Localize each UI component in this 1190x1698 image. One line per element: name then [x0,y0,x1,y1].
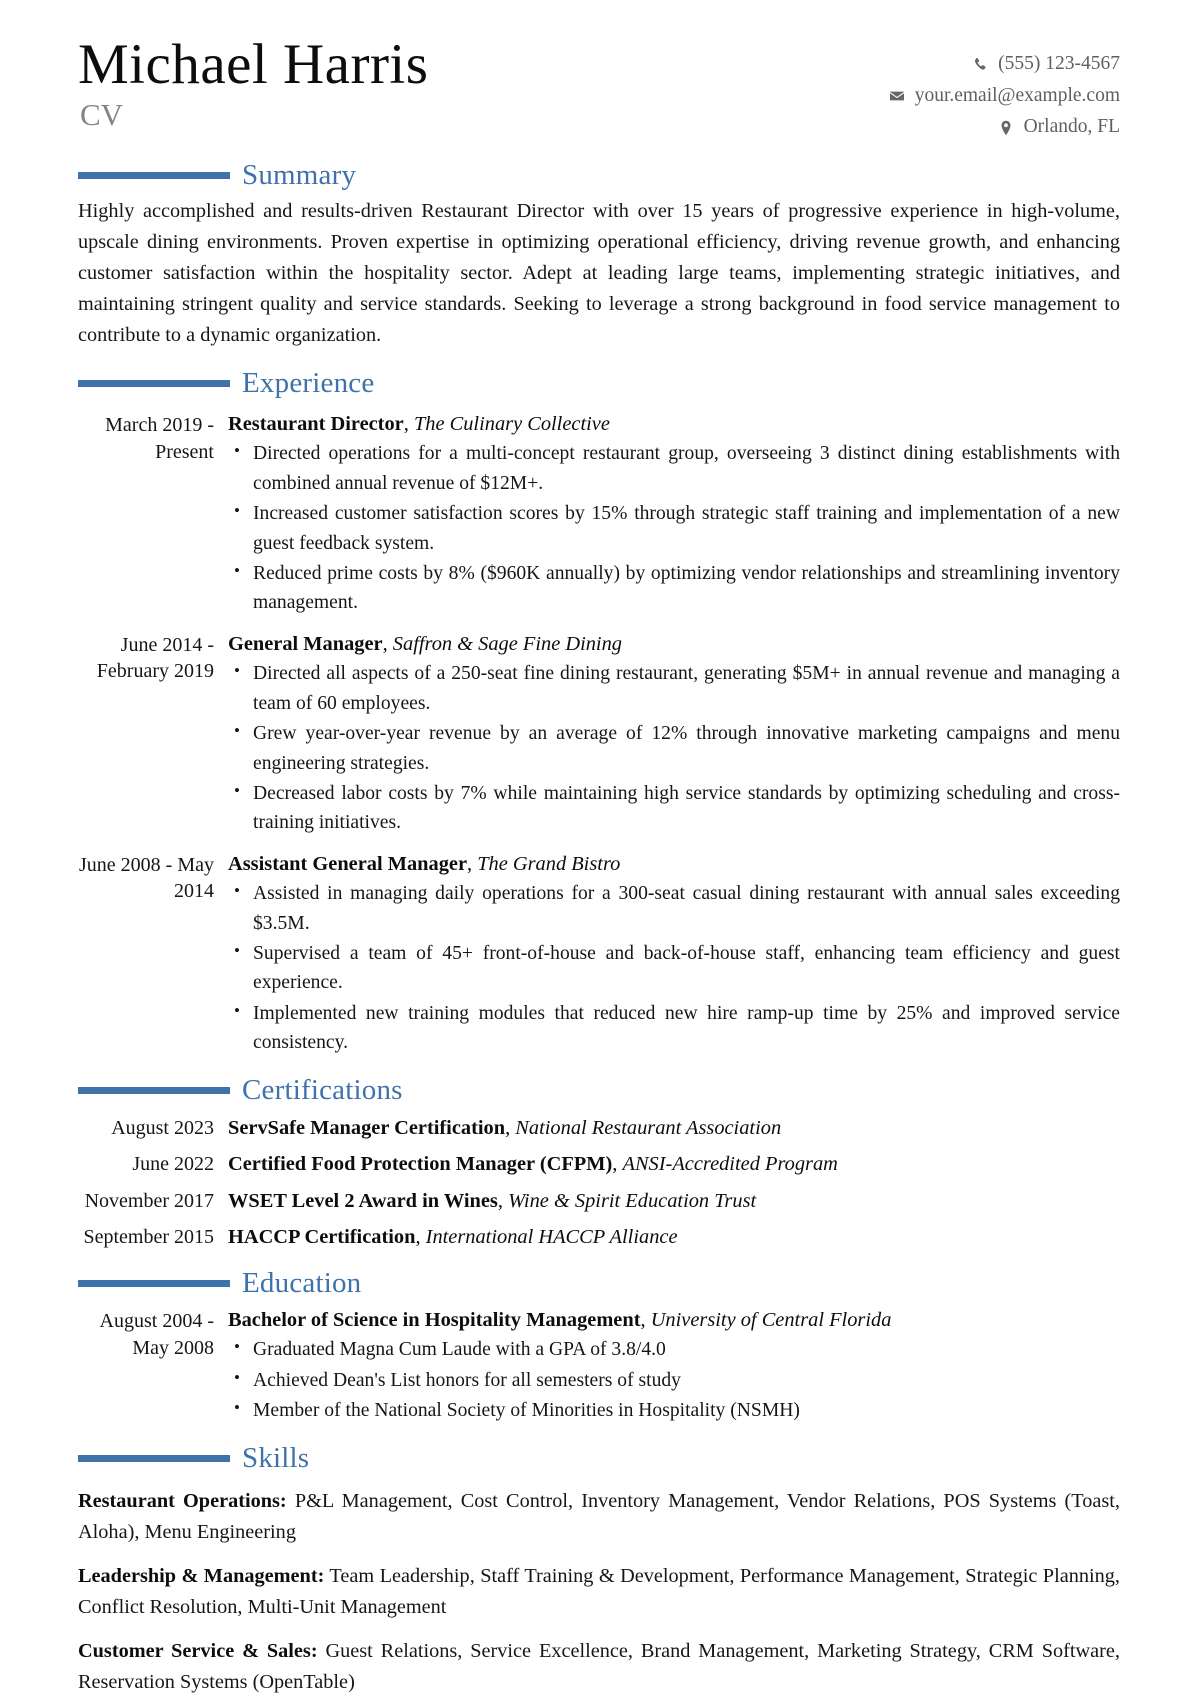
map-pin-icon [998,119,1015,136]
list-item: • Supervised a team of 45+ front-of-house and back-of-house staff, enhancing team efficiency and guest experience. [228,939,1120,998]
certification-issuer: International HACCP Alliance [425,1226,678,1249]
list-item: • Graduated Magna Cum Laude with a GPA of 3.8/4.0 [228,1335,1120,1364]
certification-date: August 2023 [111,1116,214,1139]
degree-title: Bachelor of Science in Hospitality Management [228,1308,641,1331]
certification-body [228,1224,1120,1251]
entry-date: June 2008 - May 2014 [79,853,214,903]
skill-group [78,1486,1120,1548]
skill-items: Team Leadership, Staff Training & Development, Performance Management, Strategic Planning, Conflict Resolution, Multi-Unit Management [78,1564,1120,1618]
section-rule [78,1455,230,1462]
certification-row [78,1151,1120,1178]
section-title-skills: Skills [242,1441,310,1474]
section-rule [78,380,230,387]
location-text: Orlando, FL [1023,116,1120,138]
section-header-certifications [78,1073,1120,1106]
employer-name: The Culinary Collective [413,412,610,435]
skill-category-label: Customer Service & Sales: [78,1639,318,1662]
heading-separator: , [640,1308,651,1331]
list-item: • Member of the National Society of Minorities in Hospitality (NSMH) [228,1396,1120,1425]
section-title-education: Education [242,1266,362,1299]
envelope-icon [889,88,906,105]
heading-separator: , [415,1226,426,1249]
certification-row [78,1188,1120,1215]
skill-items: P&L Management, Cost Control, Inventory Management, Vendor Relations, POS Systems (Toast, Aloha), Menu Engineering [78,1489,1120,1543]
institution-name: University of Central Florida [650,1308,892,1331]
contact-phone[interactable] [889,48,1120,80]
heading-separator: , [403,412,414,435]
email-address: your.email@example.com [914,84,1120,106]
heading-separator: , [467,852,478,875]
entry-bullets [228,659,1120,837]
certification-name: ServSafe Manager Certification [228,1116,506,1139]
job-title: Restaurant Director [228,412,404,435]
entry-body [228,1307,1120,1426]
experience-entry [78,851,1120,1058]
list-item: • Directed operations for a multi-concept restaurant group, overseeing 3 distinct dining establishments with combined annual revenue of $12M+. [228,439,1120,498]
list-item: • Decreased labor costs by 7% while maintaining high service standards by optimizing scheduling and cross-training initiatives. [228,779,1120,838]
experience-entry [78,631,1120,838]
certification-body [228,1188,1120,1215]
certification-date: November 2017 [84,1189,214,1212]
list-item: • Reduced prime costs by 8% ($960K annually) by optimizing vendor relationships and streamlining inventory management. [228,559,1120,618]
list-item: • Assisted in managing daily operations for a 300-seat casual dining restaurant with annual sales exceeding $3.5M. [228,879,1120,938]
section-header-summary [78,158,1120,191]
list-item: • Implemented new training modules that reduced new hire ramp-up time by 25% and improved service consistency. [228,999,1120,1058]
entry-bullets [228,1335,1120,1425]
section-header-experience [78,366,1120,399]
heading-separator: , [505,1116,516,1139]
skill-group [78,1561,1120,1623]
certification-date: June 2022 [132,1153,214,1176]
job-title: General Manager [228,632,383,655]
entry-bullets [228,879,1120,1057]
skill-group [78,1636,1120,1698]
entry-heading [228,851,1120,878]
entry-date: August 2004 - May 2008 [99,1309,214,1359]
summary-text: Highly accomplished and results-driven Restaurant Director with over 15 years of progressive experience in high-volume, upscale dining environments. Proven expertise in optimizing operational efficiency, driving revenue growth, and enhancing customer satisfaction within the hospitality sector. Adept at leading large teams, implementing strategic initiatives, and maintaining stringent quality and service standards. Seeking to leverage a strong background in food service management to contribute to a dynamic organization. [78,199,1120,346]
page-title: Michael Harris [78,33,429,96]
contact-email[interactable] [889,80,1120,112]
entry-date: June 2014 - February 2019 [96,633,214,683]
certification-body [228,1151,1120,1178]
list-item: • Achieved Dean's List honors for all semesters of study [228,1366,1120,1395]
section-rule [78,172,230,179]
entry-body [228,851,1120,1058]
entry-date: March 2019 - Present [105,413,214,463]
section-title-experience: Experience [242,366,375,399]
phone-number: (555) 123-4567 [998,53,1120,74]
identity-block [78,34,428,132]
entry-heading [228,411,1120,438]
document-subtitle: CV [80,97,124,133]
employer-name: The Grand Bistro [477,852,621,875]
section-title-summary: Summary [242,158,357,191]
entry-heading [228,631,1120,658]
section-header-skills [78,1441,1120,1474]
section-title-certifications: Certifications [242,1073,403,1106]
education-entry [78,1307,1120,1426]
certification-date: September 2015 [83,1226,214,1249]
certification-name: WSET Level 2 Award in Wines [228,1189,498,1212]
job-title: Assistant General Manager [228,852,467,875]
skill-category-label: Restaurant Operations: [78,1489,287,1512]
heading-separator: , [497,1189,509,1212]
skill-items: Guest Relations, Service Excellence, Brand Management, Marketing Strategy, CRM Software, Reservation Systems (OpenTable) [78,1639,1120,1693]
certification-name: HACCP Certification [228,1226,416,1249]
contact-info [889,34,1120,143]
employer-name: Saffron & Sage Fine Dining [392,632,622,655]
contact-location[interactable] [889,111,1120,143]
skill-category-label: Leadership & Management: [78,1564,325,1587]
certification-body [228,1115,1120,1142]
heading-separator: , [382,632,393,655]
list-item: • Grew year-over-year revenue by an average of 12% through innovative marketing campaigns and menu engineering strategies. [228,719,1120,778]
phone-icon [972,56,989,73]
section-rule [78,1087,230,1094]
certification-row [78,1115,1120,1142]
entry-heading [228,1307,1120,1334]
certification-row [78,1224,1120,1251]
cv-header [78,34,1120,143]
certification-issuer: Wine & Spirit Education Trust [508,1189,757,1212]
heading-separator: , [612,1153,623,1176]
section-rule [78,1280,230,1287]
certification-issuer: National Restaurant Association [515,1116,782,1139]
list-item: • Directed all aspects of a 250-seat fine dining restaurant, generating $5M+ in annual revenue and managing a team of 60 employees. [228,659,1120,718]
certification-issuer: ANSI-Accredited Program [622,1153,838,1176]
section-header-education [78,1266,1120,1299]
entry-bullets [228,439,1120,617]
list-item: • Increased customer satisfaction scores by 15% through strategic staff training and implementation of a new guest feedback system. [228,499,1120,558]
entry-body [228,631,1120,838]
entry-body [228,411,1120,618]
experience-entry [78,411,1120,618]
certification-name: Certified Food Protection Manager (CFPM) [228,1153,613,1176]
